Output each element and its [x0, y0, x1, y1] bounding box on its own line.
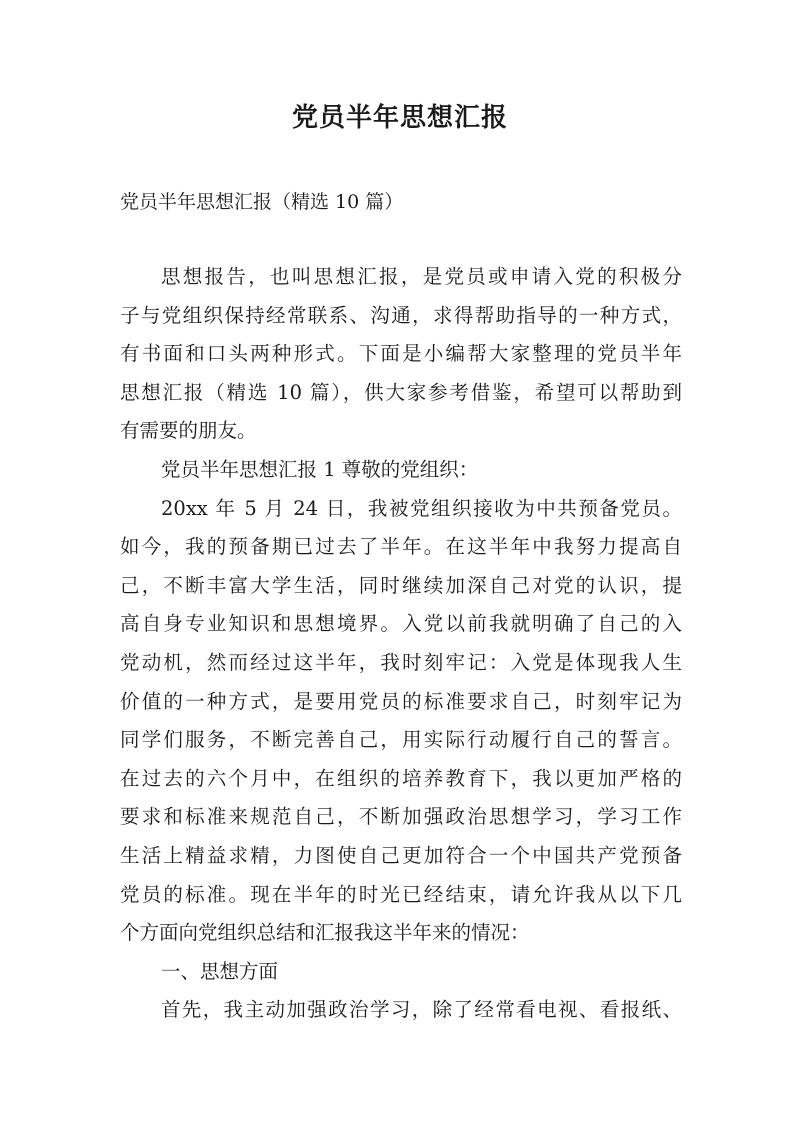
- paragraph-line: 思想汇报（精选 10 篇），供大家参考借鉴，希望可以帮助到: [120, 380, 682, 404]
- section-heading: 党员半年思想汇报 1 尊敬的党组织：: [161, 457, 479, 481]
- paragraph-line: 子与党组织保持经常联系、沟通，求得帮助指导的一种方式，: [120, 303, 682, 327]
- paragraph-line: 价值的一种方式，是要用党员的标准要求自己，时刻牢记为: [120, 689, 682, 713]
- document-body: [120, 258, 682, 1030]
- section-heading: 一、思想方面: [161, 959, 279, 983]
- paragraph-line: 有需要的朋友。: [120, 419, 257, 443]
- paragraph-line: 同学们服务，不断完善自己，用实际行动履行自己的誓言。: [120, 728, 682, 752]
- paragraph-line: 在过去的六个月中，在组织的培养教育下，我以更加严格的: [120, 766, 682, 790]
- paragraph-line: 党员的标准。现在半年的时光已经结束，请允许我从以下几: [120, 882, 682, 906]
- document-title: 党员半年思想汇报: [291, 103, 508, 133]
- paragraph-line: 党动机，然而经过这半年，我时刻牢记：入党是体现我人生: [120, 650, 682, 674]
- paragraph-line: 要求和标准来规范自己，不断加强政治思想学习，学习工作: [120, 805, 682, 829]
- document-subtitle: 党员半年思想汇报（精选 10 篇）: [120, 191, 404, 213]
- paragraph-line: 有书面和口头两种形式。下面是小编帮大家整理的党员半年: [120, 342, 682, 366]
- paragraph-line: 高自身专业知识和思想境界。入党以前我就明确了自己的入: [120, 612, 682, 636]
- paragraph-line: 首先，我主动加强政治学习，除了经常看电视、看报纸、: [161, 998, 682, 1022]
- paragraph-line: 思想报告，也叫思想汇报，是党员或申请入党的积极分: [161, 265, 682, 288]
- paragraph-line: 如今，我的预备期已过去了半年。在这半年中我努力提高自: [120, 535, 682, 559]
- paragraph-line: 己，不断丰富大学生活，同时继续加深自己对党的认识，提: [120, 573, 682, 597]
- paragraph-line: 生活上精益求精，力图使自己更加符合一个中国共产党预备: [120, 843, 682, 867]
- paragraph-line: 个方面向党组织总结和汇报我这半年来的情况：: [120, 921, 530, 945]
- paragraph-line: 20xx 年 5 月 24 日，我被党组织接收为中共预备党员。: [161, 496, 682, 520]
